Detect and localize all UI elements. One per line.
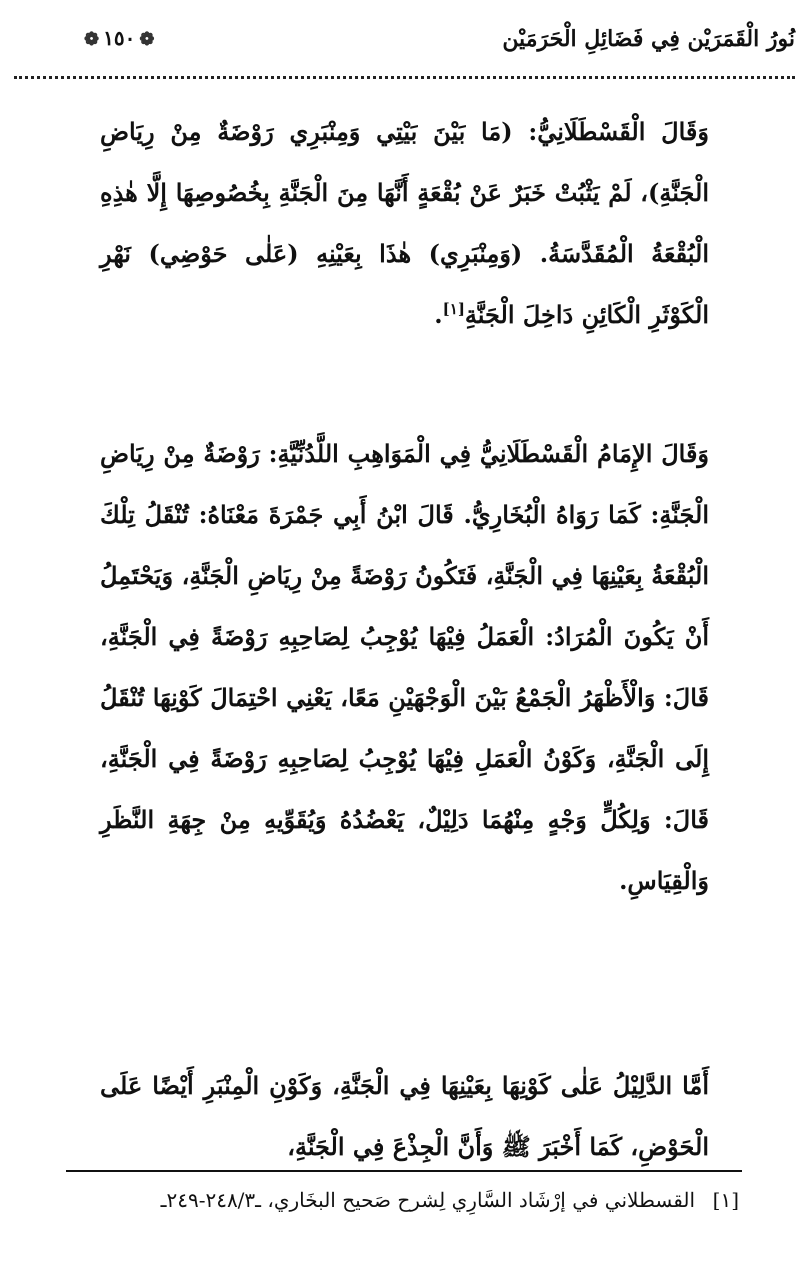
ornament-icon: ❁	[139, 29, 155, 50]
footnote	[20, 1180, 739, 1220]
paragraph-1	[100, 101, 709, 345]
footnote-text: القسطلاني في إرْشَاد السَّارِي لِشرح صَحيح البخَاري، ـ٢٤٨/٣-٢٤٩ـ	[160, 1188, 695, 1212]
footnote-number: [١]	[712, 1188, 739, 1212]
running-title: نُورُ الْقَمَرَيْن فِي فَضَائِلِ الْحَرَمَيْن	[502, 26, 795, 52]
paragraph-2	[100, 423, 709, 911]
page-number-block	[80, 26, 158, 50]
page-header	[14, 18, 795, 74]
page-number: ١٥٠	[103, 26, 136, 50]
paragraph-3	[100, 1055, 709, 1177]
paragraph-ending: .	[434, 300, 443, 329]
footnote-divider	[66, 1170, 742, 1172]
paragraph-text: وَقَالَ الْقَسْطَلَانِيُّ: (مَا بَيْنَ بَيْتِي وَمِنْبَرِي رَوْضَةٌ مِنْ رِيَاضِ الْجَنَّةِ)، لَمْ يَثْبُتْ خَبَرٌ عَنْ بُقْعَةٍ أَنَّهَا مِنَ الْجَنَّةِ بِخُصُوصِهَا إِلَّا هٰذِهِ الْبُقْعَةُ الْمُقَدَّسَةُ. (وَمِنْبَرِي) هٰذَا بِعَيْنِهِ (عَلٰى حَوْضِي) نَهْرِ الْكَوْثَرِ الْكَائِنِ دَاخِلَ الْجَنَّةِ	[100, 117, 709, 329]
paragraph-text: أَمَّا الدَّلِيْلُ عَلٰى كَوْنِهَا بِعَيْنِهَا فِي الْجَنَّةِ، وَكَوْنِ الْمِنْبَرِ أَيْضًا عَلَى الْحَوْضِ، كَمَا أَخْبَرَ ﷺ وَأَنَّ الْجِذْعَ فِي الْجَنَّةِ،	[100, 1071, 709, 1161]
paragraph-text: وَقَالَ الإِمَامُ الْقَسْطَلَانِيُّ فِي الْمَوَاهِبِ اللَّدُنِّيَّةِ: رَوْضَةٌ مِنْ رِيَاضِ الْجَنَّةِ: كَمَا رَوَاهُ الْبُخَارِيُّ. قَالَ ابْنُ أَبِي جَمْرَةَ مَعْنَاهُ: تُنْقَلُ تِلْكَ الْبُقْعَةُ بِعَيْنِهَا فِي الْجَنَّةِ، فَتَكُونُ رَوْضَةً مِنْ رِيَاضِ الْجَنَّةِ، وَيَحْتَمِلُ أَنْ يَكُونَ الْمُرَادُ: الْعَمَلُ فِيْهَا يُوْجِبُ لِصَاحِبِهِ رَوْضَةً فِي الْجَنَّةِ، قَالَ: وَالْأَظْهَرُ الْجَمْعُ بَيْنَ الْوَجْهَيْنِ مَعًا، يَعْنِي احْتِمَالَ كَوْنِهَا تُنْقَلُ إِلَى الْجَنَّةِ، وَكَوْنُ الْعَمَلِ فِيْهَا يُوْجِبُ لِصَاحِبِهِ رَوْضَةً فِي الْجَنَّةِ، قَالَ: وَلِكُلٍّ وَجْهٍ مِنْهُمَا دَلِيْلٌ، يَعْضُدُهُ وَيُقَوِّيهِ مِنْ جِهَةِ النَّظَرِ وَالْقِيَاسِ.	[100, 439, 709, 895]
footnote-reference[interactable]: [١]	[442, 300, 465, 318]
header-divider	[14, 76, 795, 79]
ornament-icon: ❁	[84, 29, 100, 50]
